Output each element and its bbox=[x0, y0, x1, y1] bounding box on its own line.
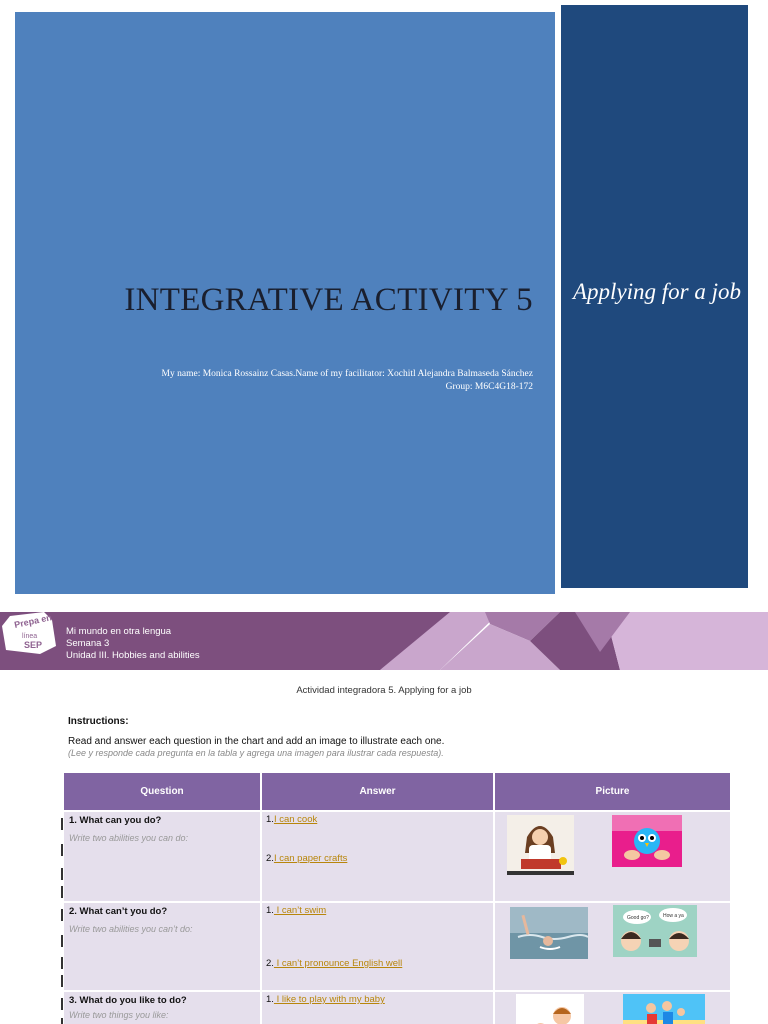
question-hint: Write two things you like: bbox=[69, 1010, 169, 1020]
family-beach-image[interactable] bbox=[623, 994, 705, 1024]
edit-marks bbox=[61, 998, 63, 1024]
banner-course-info bbox=[66, 626, 200, 662]
answer-number: 1. bbox=[266, 994, 274, 1005]
table-row bbox=[64, 901, 730, 990]
answer-2[interactable] bbox=[266, 853, 347, 864]
woman-cooking-image[interactable] bbox=[507, 815, 574, 875]
question-text: 1. What can you do? bbox=[69, 815, 162, 826]
speech-bubble-1: Good go? bbox=[627, 915, 649, 921]
question-hint: Write two abilities you can’t do: bbox=[69, 924, 193, 934]
cover-title: INTEGRATIVE ACTIVITY 5 bbox=[124, 282, 533, 318]
answer-2[interactable] bbox=[266, 958, 402, 969]
answer-1[interactable] bbox=[266, 994, 385, 1005]
answer-1[interactable] bbox=[266, 814, 317, 825]
paper-owl-craft-image[interactable] bbox=[612, 815, 682, 867]
answer-text[interactable]: I can paper crafts bbox=[273, 853, 348, 864]
course-banner bbox=[0, 612, 768, 670]
banner-course-name: Mi mundo en otra lengua bbox=[66, 626, 172, 637]
question-text: 3. What do you like to do? bbox=[69, 995, 187, 1006]
activity-title: Actividad integradora 5. Applying for a job bbox=[296, 685, 472, 696]
cover-main-panel bbox=[15, 12, 555, 594]
two-people-talking-image[interactable] bbox=[613, 905, 697, 957]
picture-cell bbox=[495, 812, 730, 901]
picture-cell bbox=[495, 903, 730, 990]
cover-side-title: Applying for a job bbox=[573, 279, 742, 304]
answer-1[interactable] bbox=[266, 905, 326, 916]
question-cell bbox=[64, 812, 262, 901]
edit-marks bbox=[61, 909, 63, 989]
instructions-note: (Lee y responde cada pregunta en la tabla y agrega una imagen para ilustrar cada respuesta). bbox=[68, 748, 444, 758]
header-question: Question bbox=[64, 773, 262, 810]
edit-marks bbox=[61, 818, 63, 898]
question-hint: Write two abilities you can do: bbox=[69, 833, 189, 843]
banner-unit: Unidad III. Hobbies and abilities bbox=[66, 650, 200, 661]
speech-bubble-2: How a ya bbox=[663, 913, 684, 919]
drowning-person-image[interactable] bbox=[510, 907, 588, 959]
question-answer-table bbox=[64, 773, 730, 1024]
logo-text-linea: línea bbox=[22, 633, 38, 640]
header-answer: Answer bbox=[262, 773, 495, 810]
cover-side-panel bbox=[561, 5, 748, 588]
instructions-text: Read and answer each question in the chart and add an image to illustrate each one. bbox=[68, 736, 445, 747]
answer-text[interactable]: I can cook bbox=[273, 814, 318, 825]
question-cell bbox=[64, 903, 262, 990]
answer-cell bbox=[262, 903, 495, 990]
banner-week: Semana 3 bbox=[66, 638, 110, 649]
answer-number: 1. bbox=[266, 905, 274, 916]
answer-text[interactable]: I can’t swim bbox=[273, 905, 327, 916]
cover-subtitle bbox=[33, 368, 533, 394]
answer-number: 1. bbox=[266, 814, 274, 825]
prepa-en-linea-logo bbox=[0, 612, 62, 654]
table-row bbox=[64, 990, 730, 1024]
table-row bbox=[64, 810, 730, 901]
instructions-label: Instructions: bbox=[68, 716, 129, 727]
answer-number: 2. bbox=[266, 853, 274, 864]
logo-text-prepa: Prepa en bbox=[13, 612, 53, 630]
answer-text[interactable]: I like to play with my baby bbox=[273, 994, 385, 1005]
answer-cell bbox=[262, 812, 495, 901]
question-text: 2. What can’t you do? bbox=[69, 906, 168, 917]
answer-text[interactable]: I can’t pronounce English well bbox=[273, 958, 403, 969]
cover-subtitle-line1: My name: Monica Rossainz Casas.Name of my facilitator: Xochitl Alejandra Balmaseda Sánchez bbox=[161, 369, 533, 379]
baby-image[interactable] bbox=[516, 994, 584, 1024]
table-header-row bbox=[64, 773, 730, 810]
answer-number: 2. bbox=[266, 958, 274, 969]
question-cell bbox=[64, 992, 262, 1024]
picture-cell bbox=[495, 992, 730, 1024]
cover-subtitle-line2: Group: M6C4G18-172 bbox=[445, 382, 533, 392]
answer-cell bbox=[262, 992, 495, 1024]
logo-text-sep: SEP bbox=[24, 640, 43, 650]
header-picture: Picture bbox=[595, 786, 630, 797]
